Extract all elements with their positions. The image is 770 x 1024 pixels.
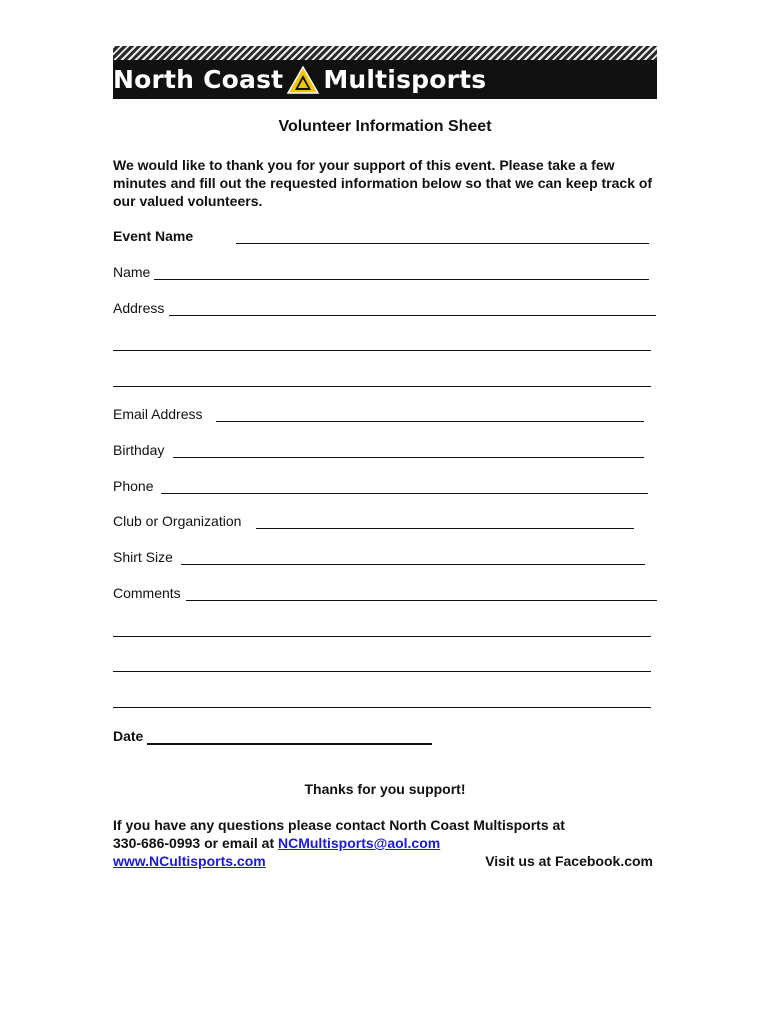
header-banner xyxy=(113,46,657,99)
facebook-text: Visit us at Facebook.com xyxy=(485,853,653,869)
email-link[interactable]: NCMultisports@aol.com xyxy=(278,835,441,851)
website-link[interactable]: www.NCultisports.com xyxy=(113,853,266,869)
comments-line-4[interactable] xyxy=(113,707,651,708)
brand-name-right: Multisports xyxy=(323,65,487,94)
email-label: Email Address xyxy=(113,406,203,422)
club-label: Club or Organization xyxy=(113,513,242,529)
comments-label: Comments xyxy=(113,585,181,601)
shirt-size-line[interactable] xyxy=(181,564,645,565)
shirt-size-label: Shirt Size xyxy=(113,549,173,565)
phone-label: Phone xyxy=(113,478,154,494)
page-title: Volunteer Information Sheet xyxy=(278,118,492,135)
name-label: Name xyxy=(113,264,151,280)
contact-block xyxy=(113,816,653,870)
contact-line-3 xyxy=(113,852,653,870)
triangle-logo-icon xyxy=(287,66,319,94)
comments-line-3[interactable] xyxy=(113,671,651,672)
comments-line-1[interactable] xyxy=(186,600,657,601)
brand-name-left: North Coast xyxy=(113,65,284,94)
phone-line[interactable] xyxy=(161,493,648,494)
brand-logo xyxy=(113,62,486,97)
event-name-line[interactable] xyxy=(236,243,649,244)
address-line-1[interactable] xyxy=(169,315,656,316)
intro-paragraph: We would like to thank you for your support of this event. Please take a few minutes and fill out the requested information below so that we can keep track of our valued volunteers. xyxy=(113,157,653,209)
thanks-message: Thanks for you support! xyxy=(304,781,466,797)
name-line[interactable] xyxy=(154,279,649,280)
address-label: Address xyxy=(113,300,165,316)
address-line-3[interactable] xyxy=(113,386,651,387)
contact-line-2 xyxy=(113,834,653,852)
birthday-label: Birthday xyxy=(113,442,165,458)
contact-line-1: If you have any questions please contact North Coast Multisports at xyxy=(113,817,565,833)
banner-stripes xyxy=(113,46,657,60)
club-line[interactable] xyxy=(256,528,634,529)
address-line-2[interactable] xyxy=(113,350,651,351)
email-line[interactable] xyxy=(216,421,644,422)
contact-phone-text: 330-686-0993 or email at xyxy=(113,835,275,851)
date-label: Date xyxy=(113,728,144,744)
date-line[interactable] xyxy=(147,743,432,745)
birthday-line[interactable] xyxy=(173,457,644,458)
event-name-label: Event Name xyxy=(113,228,194,244)
comments-line-2[interactable] xyxy=(113,636,651,637)
